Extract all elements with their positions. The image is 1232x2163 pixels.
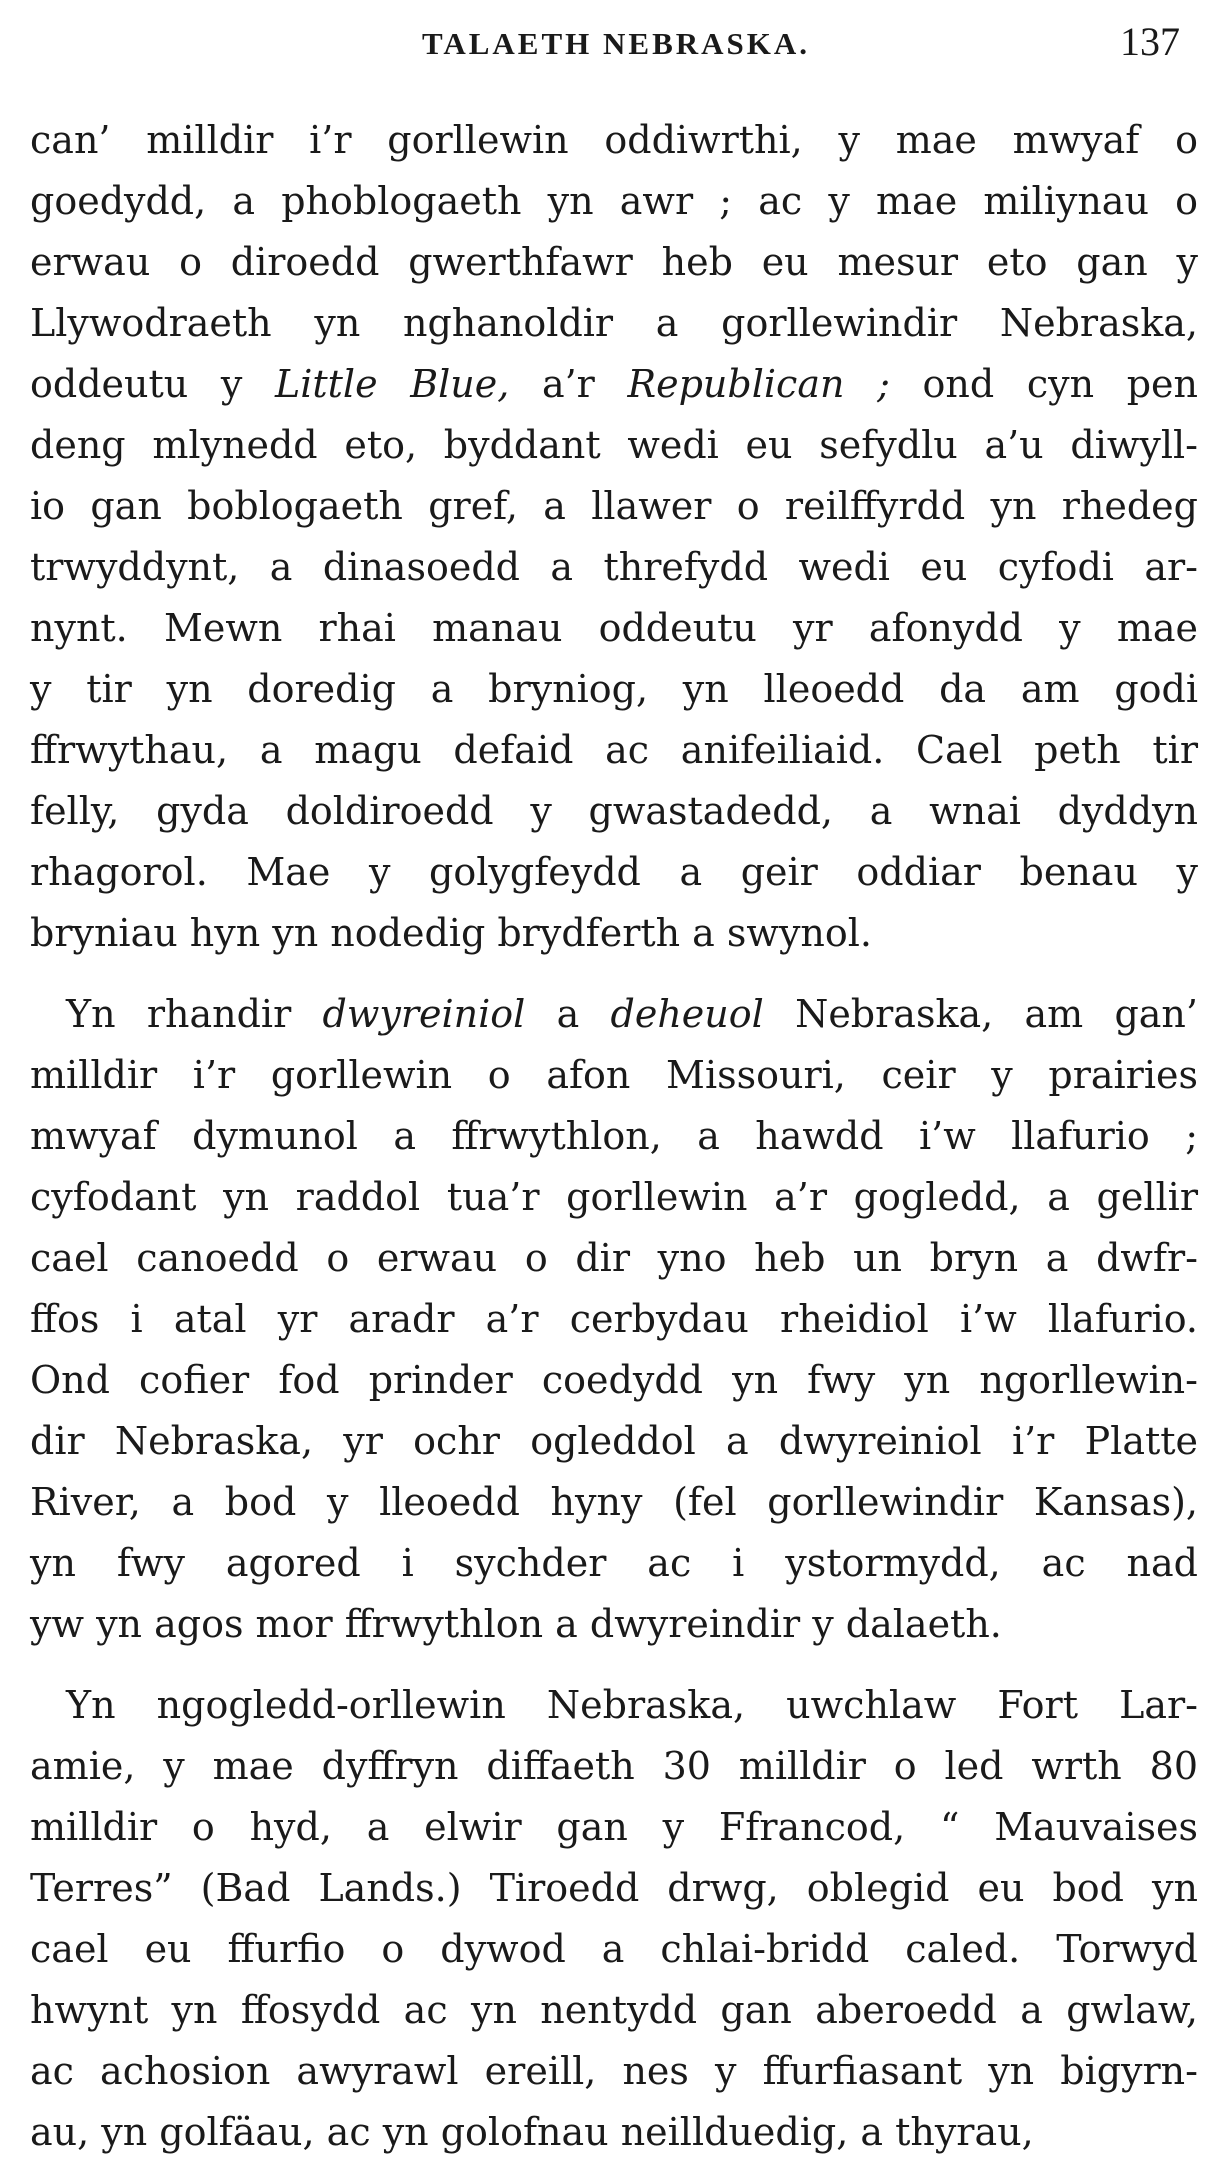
text-segment: a’r (509, 362, 628, 406)
text-line (30, 781, 1198, 842)
text-segment: ond cyn pen (889, 362, 1198, 406)
text-segment: mwyaf dymunol a ffrwythlon, a hawdd i’w llafurio ; (30, 1114, 1198, 1158)
text-line (30, 1472, 1198, 1533)
text-line (30, 2041, 1198, 2102)
text-segment: a (525, 992, 611, 1036)
text-segment: dir Nebraska, yr ochr ogleddol a dwyreiniol i’r Platte (30, 1419, 1198, 1463)
text-line (30, 354, 1198, 415)
text-segment: cyfodant yn raddol tua’r gorllewin a’r gogledd, a gellir (30, 1175, 1198, 1219)
text-line (30, 476, 1198, 537)
text-line (30, 293, 1198, 354)
text-segment: y tir yn doredig a bryniog, yn lleoedd da am godi (30, 667, 1198, 711)
text-segment: hwynt yn ffosydd ac yn nentydd gan aberoedd a gwlaw, (30, 1988, 1198, 2032)
paragraph (30, 110, 1198, 964)
text-segment: Ond cofier fod prinder coedydd yn fwy yn ngorllewin- (30, 1358, 1198, 1402)
text-segment: Nebraska, am gan’ (763, 992, 1198, 1036)
text-segment: amie, y mae dyffryn diffaeth 30 milldir o led wrth 80 (30, 1744, 1198, 1788)
text-line (30, 1594, 1198, 1655)
italic-phrase: Republican ; (627, 362, 890, 406)
text-line (30, 903, 1198, 964)
text-line (30, 1106, 1198, 1167)
text-segment: erwau o diroedd gwerthfawr heb eu mesur eto gan y (30, 240, 1198, 284)
text-line (30, 1797, 1198, 1858)
text-line (30, 1411, 1198, 1472)
text-segment: trwyddynt, a dinasoedd a threfydd wedi eu cyfodi ar- (30, 545, 1198, 589)
text-segment: deng mlynedd eto, byddant wedi eu sefydlu a’u diwyll- (30, 423, 1198, 467)
text-line (30, 415, 1198, 476)
italic-phrase: Little Blue, (274, 362, 510, 406)
paragraph (30, 1675, 1198, 2163)
text-line (30, 984, 1198, 1045)
running-title: TALAETH NEBRASKA. (421, 26, 811, 61)
paragraph-gap (30, 964, 1198, 984)
text-segment: nynt. Mewn rhai manau oddeutu yr afonydd y mae (30, 606, 1198, 650)
text-line (30, 171, 1198, 232)
text-line (30, 110, 1198, 171)
text-segment: Terres” (Bad Lands.) Tiroedd drwg, oblegid eu bod yn (30, 1866, 1198, 1910)
text-line (30, 598, 1198, 659)
text-line (30, 232, 1198, 293)
text-segment: ac achosion awyrawl ereill, nes y ffurfiasant yn bigyrn- (30, 2049, 1198, 2093)
text-segment: River, a bod y lleoedd hyny (fel gorllewindir Kansas), (30, 1480, 1198, 1524)
text-segment: ffrwythau, a magu defaid ac anifeiliaid. Cael peth tir (30, 728, 1198, 772)
text-line (30, 1980, 1198, 2041)
body-text (30, 110, 1198, 2163)
text-line (30, 1167, 1198, 1228)
italic-phrase: deheuol (610, 992, 764, 1036)
text-line (30, 1045, 1198, 1106)
text-segment: ffos i atal yr aradr a’r cerbydau rheidiol i’w llafurio. (30, 1297, 1198, 1341)
text-segment: cael eu ffurfio o dywod a chlai-bridd caled. Torwyd (30, 1927, 1198, 1971)
text-segment: au, yn golfäau, ac yn golofnau neillduedig, a thyrau, (30, 2110, 1034, 2154)
text-segment: cael canoedd o erwau o dir yno heb un bryn a dwfr- (30, 1236, 1198, 1280)
italic-phrase: dwyreiniol (322, 992, 526, 1036)
text-line (30, 842, 1198, 903)
text-segment: io gan boblogaeth gref, a llawer o reilffyrdd yn rhedeg (30, 484, 1198, 528)
text-line (30, 1919, 1198, 1980)
text-line (30, 1289, 1198, 1350)
text-segment: Yn rhandir (66, 992, 323, 1036)
text-segment: bryniau hyn yn nodedig brydferth a swynol. (30, 911, 872, 955)
text-segment: yw yn agos mor ffrwythlon a dwyreindir y dalaeth. (30, 1602, 1002, 1646)
text-line (30, 1858, 1198, 1919)
text-line (30, 537, 1198, 598)
text-line (30, 1675, 1198, 1736)
text-line (30, 1228, 1198, 1289)
text-segment: yn fwy agored i sychder ac i ystormydd, ac nad (30, 1541, 1198, 1585)
text-segment: felly, gyda doldiroedd y gwastadedd, a wnai dyddyn (30, 789, 1198, 833)
text-line (30, 2102, 1198, 2163)
text-line (30, 1533, 1198, 1594)
text-segment: milldir o hyd, a elwir gan y Ffrancod, “ Mauvaises (30, 1805, 1198, 1849)
text-line (30, 659, 1198, 720)
running-head (30, 18, 1202, 68)
text-segment: rhagorol. Mae y golygfeydd a geir oddiar benau y (30, 850, 1198, 894)
text-segment: milldir i’r gorllewin o afon Missouri, ceir y prairies (30, 1053, 1198, 1097)
text-line (30, 720, 1198, 781)
text-line (30, 1350, 1198, 1411)
text-line (30, 1736, 1198, 1797)
page-number: 137 (1120, 19, 1180, 64)
paragraph (30, 984, 1198, 1655)
text-segment: goedydd, a phoblogaeth yn awr ; ac y mae miliynau o (30, 179, 1198, 223)
text-segment: Yn ngogledd-orllewin Nebraska, uwchlaw Fort Lar- (66, 1683, 1198, 1727)
text-segment: can’ milldir i’r gorllewin oddiwrthi, y mae mwyaf o (30, 118, 1198, 162)
paragraph-gap (30, 1655, 1198, 1675)
text-segment: oddeutu y (30, 362, 275, 406)
text-segment: Llywodraeth yn nghanoldir a gorllewindir Nebraska, (30, 301, 1198, 345)
